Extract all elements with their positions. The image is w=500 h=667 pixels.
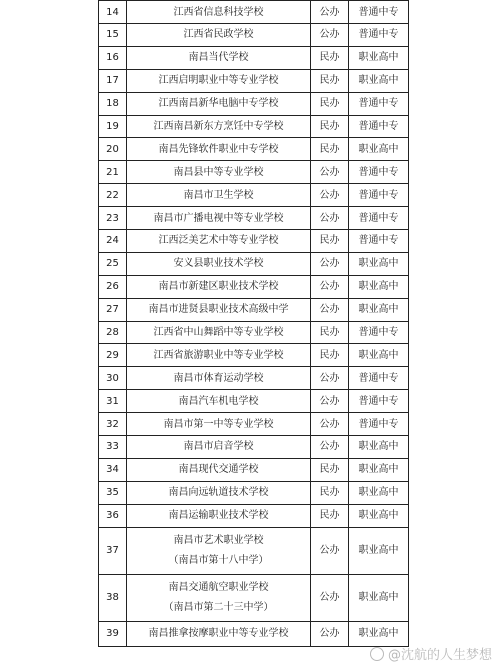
school-type: 公办 bbox=[311, 390, 349, 413]
table-row bbox=[99, 69, 409, 92]
school-name bbox=[127, 252, 311, 275]
school-name-line: 江西南昌新华电脑中专学校 bbox=[158, 98, 279, 110]
school-name bbox=[127, 298, 311, 321]
table-row bbox=[99, 390, 409, 413]
row-number: 15 bbox=[99, 24, 127, 47]
school-level: 普通中专 bbox=[349, 390, 409, 413]
school-type: 公办 bbox=[311, 298, 349, 321]
school-name bbox=[127, 69, 311, 92]
school-type: 民办 bbox=[311, 504, 349, 527]
row-number: 24 bbox=[99, 230, 127, 253]
row-number: 30 bbox=[99, 367, 127, 390]
school-level: 普通中专 bbox=[349, 161, 409, 184]
row-number: 27 bbox=[99, 298, 127, 321]
school-level: 职业高中 bbox=[349, 458, 409, 481]
school-type: 公办 bbox=[311, 413, 349, 436]
watermark-text: @沈航的人生梦想 bbox=[387, 648, 492, 663]
school-name bbox=[127, 504, 311, 527]
school-name-line: 南昌市卫生学校 bbox=[183, 189, 254, 201]
weibo-logo-icon bbox=[370, 647, 384, 661]
table-row bbox=[99, 367, 409, 390]
school-type: 公办 bbox=[311, 527, 349, 574]
row-number: 35 bbox=[99, 481, 127, 504]
table-row bbox=[99, 207, 409, 230]
school-name bbox=[127, 436, 311, 459]
row-number: 17 bbox=[99, 69, 127, 92]
school-level: 职业高中 bbox=[349, 69, 409, 92]
table-row bbox=[99, 436, 409, 459]
table-body bbox=[99, 1, 409, 647]
school-type: 公办 bbox=[311, 367, 349, 390]
row-number: 31 bbox=[99, 390, 127, 413]
table-row bbox=[99, 298, 409, 321]
row-number: 20 bbox=[99, 138, 127, 161]
table-row bbox=[99, 138, 409, 161]
row-number: 26 bbox=[99, 275, 127, 298]
school-name-line: 江西泛美艺术中等专业学校 bbox=[158, 235, 279, 247]
school-list-table bbox=[98, 0, 409, 647]
school-level: 普通中专 bbox=[349, 413, 409, 436]
school-name-line: 安义县职业技术学校 bbox=[173, 258, 264, 270]
table-row bbox=[99, 275, 409, 298]
school-name-line: 南昌推拿按摩职业中等专业学校 bbox=[148, 628, 289, 640]
table-row bbox=[99, 574, 409, 621]
school-type: 民办 bbox=[311, 69, 349, 92]
school-type: 公办 bbox=[311, 161, 349, 184]
school-name-line: （南昌市第十八中学） bbox=[168, 555, 269, 567]
school-name-line: 南昌市第一中等专业学校 bbox=[163, 418, 274, 430]
school-level: 职业高中 bbox=[349, 138, 409, 161]
table-row bbox=[99, 24, 409, 47]
school-level: 普通中专 bbox=[349, 184, 409, 207]
table-row bbox=[99, 481, 409, 504]
school-name-line: 南昌市体育运动学校 bbox=[173, 372, 264, 384]
school-level: 职业高中 bbox=[349, 344, 409, 367]
school-name bbox=[127, 367, 311, 390]
table-row bbox=[99, 230, 409, 253]
school-name bbox=[127, 344, 311, 367]
row-number: 32 bbox=[99, 413, 127, 436]
school-type: 民办 bbox=[311, 344, 349, 367]
table-row bbox=[99, 1, 409, 24]
table-row bbox=[99, 321, 409, 344]
school-level: 普通中专 bbox=[349, 1, 409, 24]
school-name-line: 江西启明职业中等专业学校 bbox=[158, 75, 279, 87]
school-name-line: 江西省民政学校 bbox=[183, 29, 254, 41]
school-level: 职业高中 bbox=[349, 436, 409, 459]
school-name bbox=[127, 138, 311, 161]
school-level: 职业高中 bbox=[349, 574, 409, 621]
watermark bbox=[370, 644, 492, 663]
school-level: 职业高中 bbox=[349, 298, 409, 321]
row-number: 37 bbox=[99, 527, 127, 574]
school-level: 职业高中 bbox=[349, 621, 409, 646]
school-level: 职业高中 bbox=[349, 481, 409, 504]
table-row bbox=[99, 504, 409, 527]
school-level: 职业高中 bbox=[349, 504, 409, 527]
school-type: 公办 bbox=[311, 275, 349, 298]
school-type: 民办 bbox=[311, 230, 349, 253]
row-number: 21 bbox=[99, 161, 127, 184]
row-number: 33 bbox=[99, 436, 127, 459]
school-level: 普通中专 bbox=[349, 207, 409, 230]
school-level: 职业高中 bbox=[349, 275, 409, 298]
row-number: 14 bbox=[99, 1, 127, 24]
row-number: 28 bbox=[99, 321, 127, 344]
school-type: 民办 bbox=[311, 481, 349, 504]
school-name bbox=[127, 184, 311, 207]
school-level: 职业高中 bbox=[349, 46, 409, 69]
school-name-line: 江西南昌新东方烹饪中专学校 bbox=[153, 121, 284, 132]
school-name-line: 南昌向远轨道技术学校 bbox=[168, 487, 269, 499]
school-name bbox=[127, 230, 311, 253]
school-type: 公办 bbox=[311, 184, 349, 207]
table-row bbox=[99, 115, 409, 138]
school-name-line: 南昌市广播电视中等专业学校 bbox=[153, 212, 284, 224]
school-name-line: （南昌市第二十三中学） bbox=[163, 602, 274, 614]
school-name bbox=[127, 413, 311, 436]
school-name-line: 江西省中山舞蹈中等专业学校 bbox=[153, 327, 284, 339]
row-number: 23 bbox=[99, 207, 127, 230]
school-type: 公办 bbox=[311, 621, 349, 646]
school-name-line: 江西省信息科技学校 bbox=[173, 6, 264, 18]
school-name bbox=[127, 574, 311, 621]
table-row bbox=[99, 92, 409, 115]
school-name bbox=[127, 621, 311, 646]
table-row bbox=[99, 46, 409, 69]
row-number: 22 bbox=[99, 184, 127, 207]
row-number: 19 bbox=[99, 115, 127, 138]
school-name bbox=[127, 92, 311, 115]
row-number: 39 bbox=[99, 621, 127, 646]
row-number: 34 bbox=[99, 458, 127, 481]
school-name-line: 南昌市启音学校 bbox=[183, 441, 254, 453]
school-type: 公办 bbox=[311, 436, 349, 459]
school-level: 普通中专 bbox=[349, 92, 409, 115]
table-row bbox=[99, 621, 409, 646]
school-name bbox=[127, 527, 311, 574]
row-number: 29 bbox=[99, 344, 127, 367]
school-type: 公办 bbox=[311, 24, 349, 47]
table-row bbox=[99, 458, 409, 481]
school-type: 公办 bbox=[311, 574, 349, 621]
table-row bbox=[99, 413, 409, 436]
school-name bbox=[127, 458, 311, 481]
school-name-line: 江西省旅游职业中等专业学校 bbox=[153, 349, 284, 361]
school-name-line: 南昌当代学校 bbox=[188, 52, 249, 64]
row-number: 18 bbox=[99, 92, 127, 115]
school-level: 普通中专 bbox=[349, 24, 409, 47]
school-name-line: 南昌先锋软件职业中专学校 bbox=[158, 143, 279, 155]
school-name-line: 南昌运输职业技术学校 bbox=[168, 510, 269, 522]
school-type: 民办 bbox=[311, 115, 349, 138]
school-name-line: 南昌市进贤县职业技术高级中学 bbox=[148, 304, 289, 316]
table-row bbox=[99, 344, 409, 367]
school-level: 普通中专 bbox=[349, 367, 409, 390]
school-level: 普通中专 bbox=[349, 115, 409, 138]
row-number: 36 bbox=[99, 504, 127, 527]
school-type: 民办 bbox=[311, 321, 349, 344]
school-name bbox=[127, 207, 311, 230]
school-name bbox=[127, 1, 311, 24]
school-name bbox=[127, 24, 311, 47]
school-type: 民办 bbox=[311, 46, 349, 69]
table-row bbox=[99, 184, 409, 207]
school-type: 民办 bbox=[311, 458, 349, 481]
school-name-line: 南昌县中等专业学校 bbox=[173, 166, 264, 178]
row-number: 38 bbox=[99, 574, 127, 621]
school-name bbox=[127, 161, 311, 184]
school-level: 普通中专 bbox=[349, 321, 409, 344]
school-name bbox=[127, 275, 311, 298]
table-row bbox=[99, 161, 409, 184]
school-level: 职业高中 bbox=[349, 527, 409, 574]
school-name bbox=[127, 46, 311, 69]
school-name bbox=[127, 390, 311, 413]
school-name bbox=[127, 115, 311, 138]
school-name-line: 南昌汽车机电学校 bbox=[178, 395, 259, 407]
school-type: 公办 bbox=[311, 252, 349, 275]
row-number: 16 bbox=[99, 46, 127, 69]
school-name-line: 南昌交通航空职业学校 bbox=[168, 582, 269, 594]
school-level: 普通中专 bbox=[349, 230, 409, 253]
school-name bbox=[127, 321, 311, 344]
table-row bbox=[99, 252, 409, 275]
table-row bbox=[99, 527, 409, 574]
school-type: 民办 bbox=[311, 138, 349, 161]
school-name-line: 南昌市艺术职业学校 bbox=[173, 535, 264, 547]
row-number: 25 bbox=[99, 252, 127, 275]
school-type: 公办 bbox=[311, 1, 349, 24]
school-name bbox=[127, 481, 311, 504]
school-type: 公办 bbox=[311, 207, 349, 230]
school-type: 民办 bbox=[311, 92, 349, 115]
school-name-line: 南昌市新建区职业技术学校 bbox=[158, 281, 279, 293]
school-level: 职业高中 bbox=[349, 252, 409, 275]
school-name-line: 南昌现代交通学校 bbox=[178, 464, 259, 476]
